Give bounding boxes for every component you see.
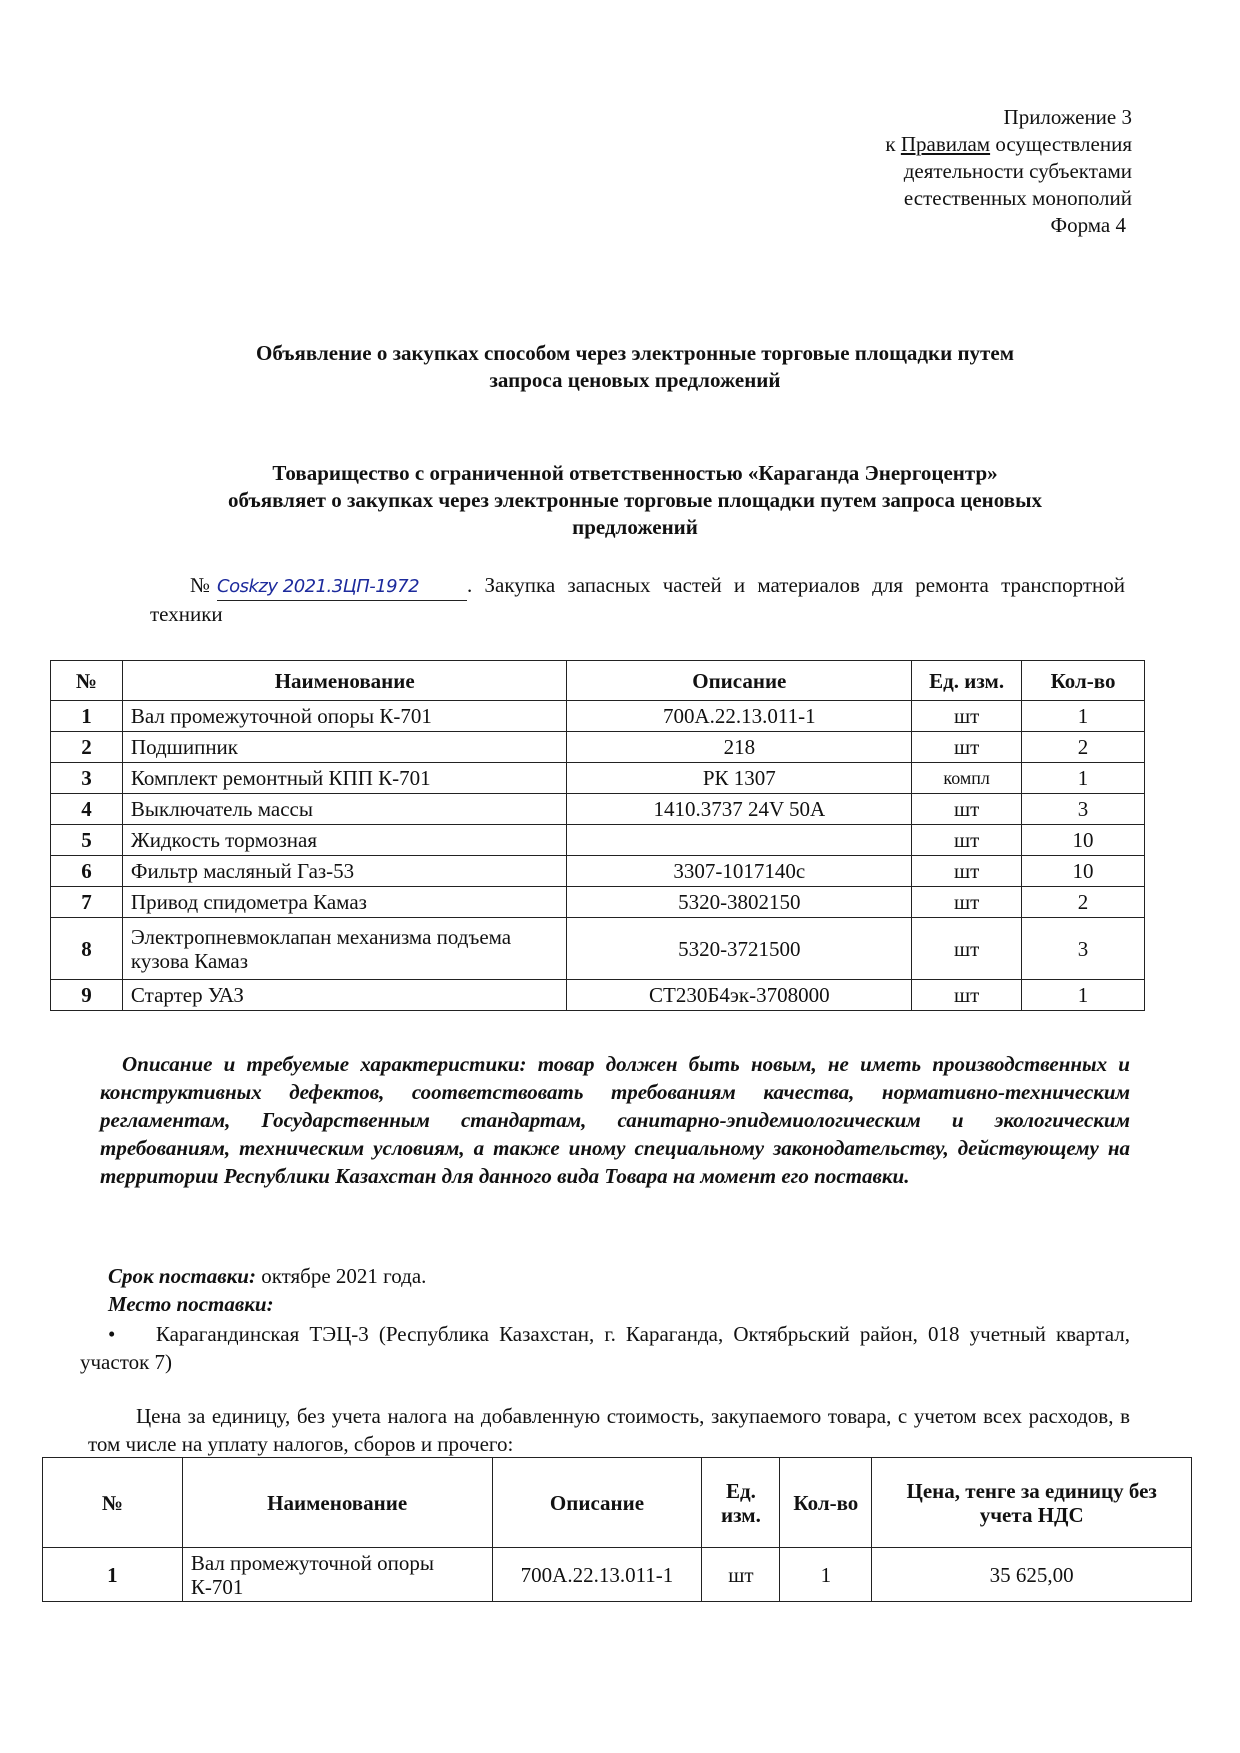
annex-line: деятельности субъектами [903,159,1132,183]
annex-line: естественных монополий [903,186,1132,210]
annex-line: к Правилам осуществления [885,132,1132,156]
annex-block [885,104,1132,239]
table-row: 1 Вал промежуточной опоры К-701 700А.22.13.011-1 шт 1 35 625,00 [43,1548,1192,1602]
annex-line: Приложение 3 [1003,105,1132,129]
document-title: Объявление о закупках способом через электронные торговые площадки путем запроса ценовых предложений [256,341,1014,392]
table-row: 4 Выключатель массы 1410.3737 24V 50A шт 3 [51,794,1145,825]
price-intro: Цена за единицу, без учета налога на добавленную стоимость, закупаемого товара, с учетом всех расходов, в том числе на уплату налогов, сборов и прочего: [88,1404,1130,1456]
table-row: 5 Жидкость тормозная шт 10 [51,825,1145,856]
organization-announcement: Товарищество с ограниченной ответственностью «Караганда Энергоцентр» объявляет о закупках через электронные торговые площадки путем запроса ценовых предложений [228,461,1042,539]
table-row: 3 Комплект ремонтный КПП К-701 РК 1307 компл 1 [51,763,1145,794]
items-table [50,660,1145,1011]
table-row: 7 Привод спидометра Камаз 5320-3802150 шт 2 [51,887,1145,918]
requirements-paragraph: Описание и требуемые характеристики: товар должен быть новым, не иметь производственных и конструктивных дефектов, соответствовать требованиям качества, нормативно-техническим регламентам, Государственным стандартам, санитарно-эпидемиологическим и экологическим требованиям, техническим условиям, а также иному специальному законодательству, действующему на территории Республики Казахстан для данного вида Товара на момент его поставки. [100,1052,1130,1188]
rules-link[interactable]: Правилам [900,132,991,156]
procurement-number-line: №Coskzy 2021.3ЦП-1972 . Закупка запасных частей и материалов для ремонта транспортной техники [150,573,1125,626]
delivery-place-label: Место поставки: [108,1292,274,1316]
handwritten-number: Coskzy 2021.3ЦП-1972 [217,573,467,601]
procurement-subject: . Закупка запасных частей и материалов для ремонта транспортной техники [150,573,1125,626]
price-table [42,1457,1192,1602]
delivery-place: • Карагандинская ТЭЦ-3 (Республика Казахстан, г. Караганда, Октябрьский район, 018 учетный квартал, участок 7) [80,1322,1131,1374]
table-row: 2 Подшипник 218 шт 2 [51,732,1145,763]
table-row: 6 Фильтр масляный Газ-53 3307-1017140с шт 10 [51,856,1145,887]
table-row: 8 Электропневмоклапан механизма подъема кузова Камаз 5320-3721500 шт 3 [51,918,1145,980]
table-header-row: № Наименование Описание Ед. изм. Кол-во Цена, тенге за единицу без учета НДС [43,1458,1192,1548]
bullet-icon: • [108,1322,116,1346]
table-header-row: № Наименование Описание Ед. изм. Кол-во [51,661,1145,701]
table-row: 1 Вал промежуточной опоры К-701 700А.22.13.011-1 шт 1 [51,701,1145,732]
delivery-term: Срок поставки: октябре 2021 года. [108,1264,427,1288]
table-row: 9 Стартер УАЗ СТ230Б4эк-3708000 шт 1 [51,980,1145,1011]
form-number: Форма 4 [1050,213,1126,237]
